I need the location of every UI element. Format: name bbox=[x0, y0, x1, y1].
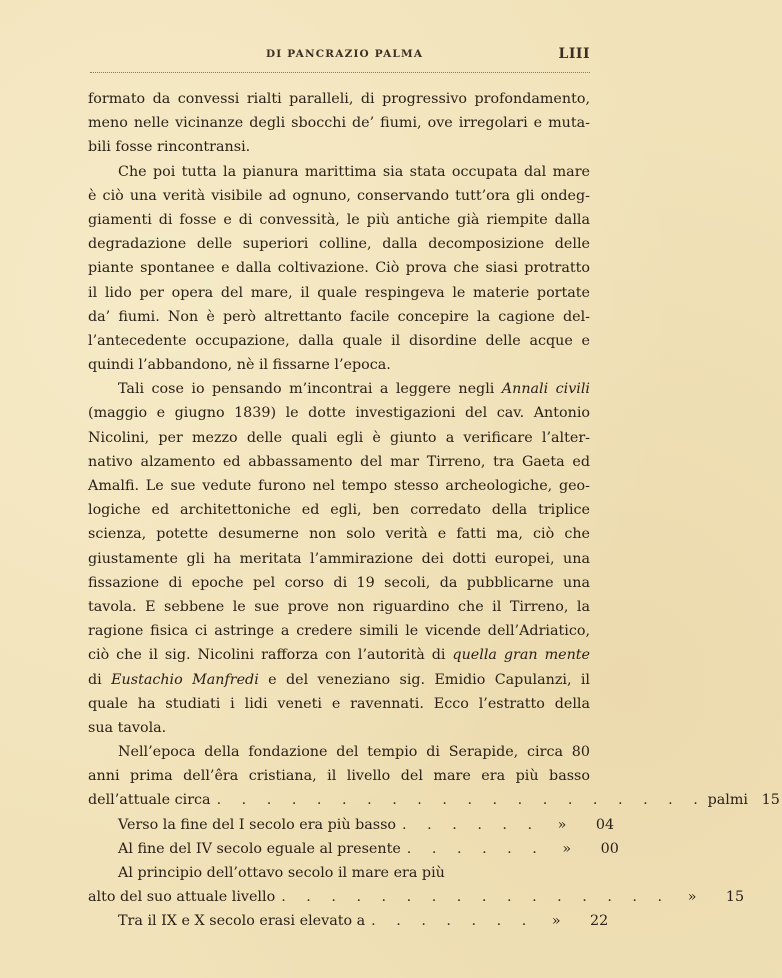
row-value: 22 bbox=[590, 913, 609, 930]
text-line: è ciò una verità visibile ad ognuno, conservando tutt’ora gli ondeg- bbox=[88, 187, 590, 204]
paragraph-1 bbox=[88, 87, 590, 160]
table-row bbox=[88, 861, 590, 885]
text-line: l’antecedente occupazione, dalla quale il disordine delle acque e bbox=[88, 332, 590, 349]
text-line: anni prima dell’êra cristiana, il livello del mare era più basso bbox=[88, 768, 590, 785]
text-line: Amalfi. Le sue vedute furono nel tempo stesso archeologiche, geo- bbox=[88, 478, 590, 494]
paragraph-3 bbox=[88, 377, 590, 740]
text-line: scienza, potette desumerne non solo verità e fatti ma, ciò che bbox=[88, 526, 590, 543]
leader-dots: . . . . . . . bbox=[371, 913, 535, 930]
table-row bbox=[88, 788, 780, 812]
text-span: di bbox=[88, 671, 112, 688]
text-line: tavola. E sebbene le sue prove non riguardino che il Tirreno, la bbox=[88, 598, 590, 615]
text-line: quale ha studiati i lidi veneti e ravennati. Ecco l’estratto della bbox=[88, 695, 590, 712]
leader-dots: . . . . . . bbox=[402, 816, 541, 833]
text-line: quindi l’abbandono, nè il fissarne l’epoca. bbox=[88, 357, 391, 374]
text-line: meno nelle vicinanze degli sbocchi de’ fiumi, ove irregolari e muta- bbox=[88, 115, 590, 132]
row-label: dell’attuale circa bbox=[88, 792, 211, 809]
text-line: da’ fiumi. Non è però altrettanto facile concepire la cagione del- bbox=[88, 308, 590, 325]
text-line: formato da convessi rialti paralleli, di progressivo profondamento, bbox=[88, 91, 590, 107]
text-line: logiche ed architettoniche ed egli, ben corredato della triplice bbox=[88, 502, 590, 519]
table-row bbox=[88, 909, 609, 933]
row-label: Al fine del IV secolo eguale al presente bbox=[118, 840, 401, 857]
table-row bbox=[88, 837, 619, 861]
text-line: ragione fisica ci astringe a credere simili le vicende dell’Adriatico, bbox=[88, 623, 590, 640]
table-row bbox=[88, 813, 615, 837]
row-label: alto del suo attuale livello bbox=[88, 889, 276, 906]
row-unit: palmi bbox=[707, 792, 749, 809]
text-line: Nicolini, per mezzo delle quali egli è giunto a verificare l’alter- bbox=[88, 429, 590, 446]
row-unit: » bbox=[687, 889, 697, 906]
text-span: e del veneziano sig. Emidio Capulanzi, il bbox=[258, 671, 590, 688]
text-line: fissazione di epoche pel corso di 19 secoli, da pubblicarne una bbox=[88, 574, 590, 591]
text-line: il lido per opera del mare, il quale respingeva le materie portate bbox=[88, 284, 590, 301]
running-title: DI PANCRAZIO PALMA bbox=[266, 48, 424, 60]
italic-title-annali-civili: Annali civili bbox=[501, 381, 590, 398]
text-line: (maggio e giugno 1839) le dotte investigazioni del cav. Antonio bbox=[88, 405, 590, 422]
sea-level-table bbox=[88, 788, 780, 933]
body-text bbox=[88, 87, 780, 934]
row-label: Tra il IX e X secolo erasi elevato a bbox=[118, 913, 366, 930]
text-line: degradazione delle superiori colline, dalla decomposizione delle bbox=[88, 236, 590, 253]
row-unit: » bbox=[562, 840, 572, 857]
row-label: Verso la fine del I secolo era più basso bbox=[118, 816, 397, 833]
paragraph-2 bbox=[88, 160, 590, 378]
row-unit: » bbox=[551, 913, 561, 930]
row-value: 15 bbox=[725, 889, 745, 906]
leader-dots: . . . . . . . . . . . . . . . . . . . . bbox=[216, 792, 706, 809]
text-line bbox=[88, 643, 590, 667]
row-value: 00 bbox=[600, 840, 619, 857]
text-span: Tali cose io pensando m’incontrai a leggere negli bbox=[118, 381, 502, 398]
text-line: Nell’epoca della fondazione del tempio di Serapide, circa 80 bbox=[118, 744, 590, 761]
leader-dots: . . . . . . . . . . . . . . . . bbox=[281, 889, 671, 906]
text-line: nativo alzamento ed abbassamento del mar Tirreno, tra Gaeta ed bbox=[88, 453, 590, 470]
row-value: 15 bbox=[761, 792, 780, 809]
text-line: giamenti di fosse e di convessità, le più antiche già riempite dalla bbox=[88, 211, 590, 228]
leader-dots: . . . . . . bbox=[406, 840, 545, 857]
text-line: giustamente gli ha meritata l’ammirazione dei dotti europei, una bbox=[88, 550, 590, 567]
text-line: bili fosse rincontransi. bbox=[88, 139, 251, 156]
text-line: piante spontanee e dalla coltivazione. Ciò prova che siasi protratto bbox=[88, 260, 590, 277]
running-head bbox=[86, 48, 592, 68]
text-line: Che poi tutta la pianura marittima sia stata occupata dal mare bbox=[118, 163, 590, 180]
row-label: Al principio dell’ottavo secolo il mare era più bbox=[118, 865, 445, 881]
text-span: ciò che il sig. Nicolini rafforza con l’autorità di bbox=[88, 647, 453, 664]
row-unit: » bbox=[557, 816, 567, 833]
header-rule bbox=[90, 72, 590, 73]
text-line bbox=[88, 377, 590, 401]
paragraph-4 bbox=[88, 740, 590, 788]
text-line bbox=[88, 668, 590, 692]
row-value: 04 bbox=[595, 816, 615, 833]
page-number: LIII bbox=[558, 46, 590, 62]
text-line: sua tavola. bbox=[88, 719, 167, 736]
italic-name: Eustachio Manfredi bbox=[111, 671, 259, 688]
table-row bbox=[88, 885, 745, 909]
italic-quote: quella gran mente bbox=[452, 647, 591, 664]
